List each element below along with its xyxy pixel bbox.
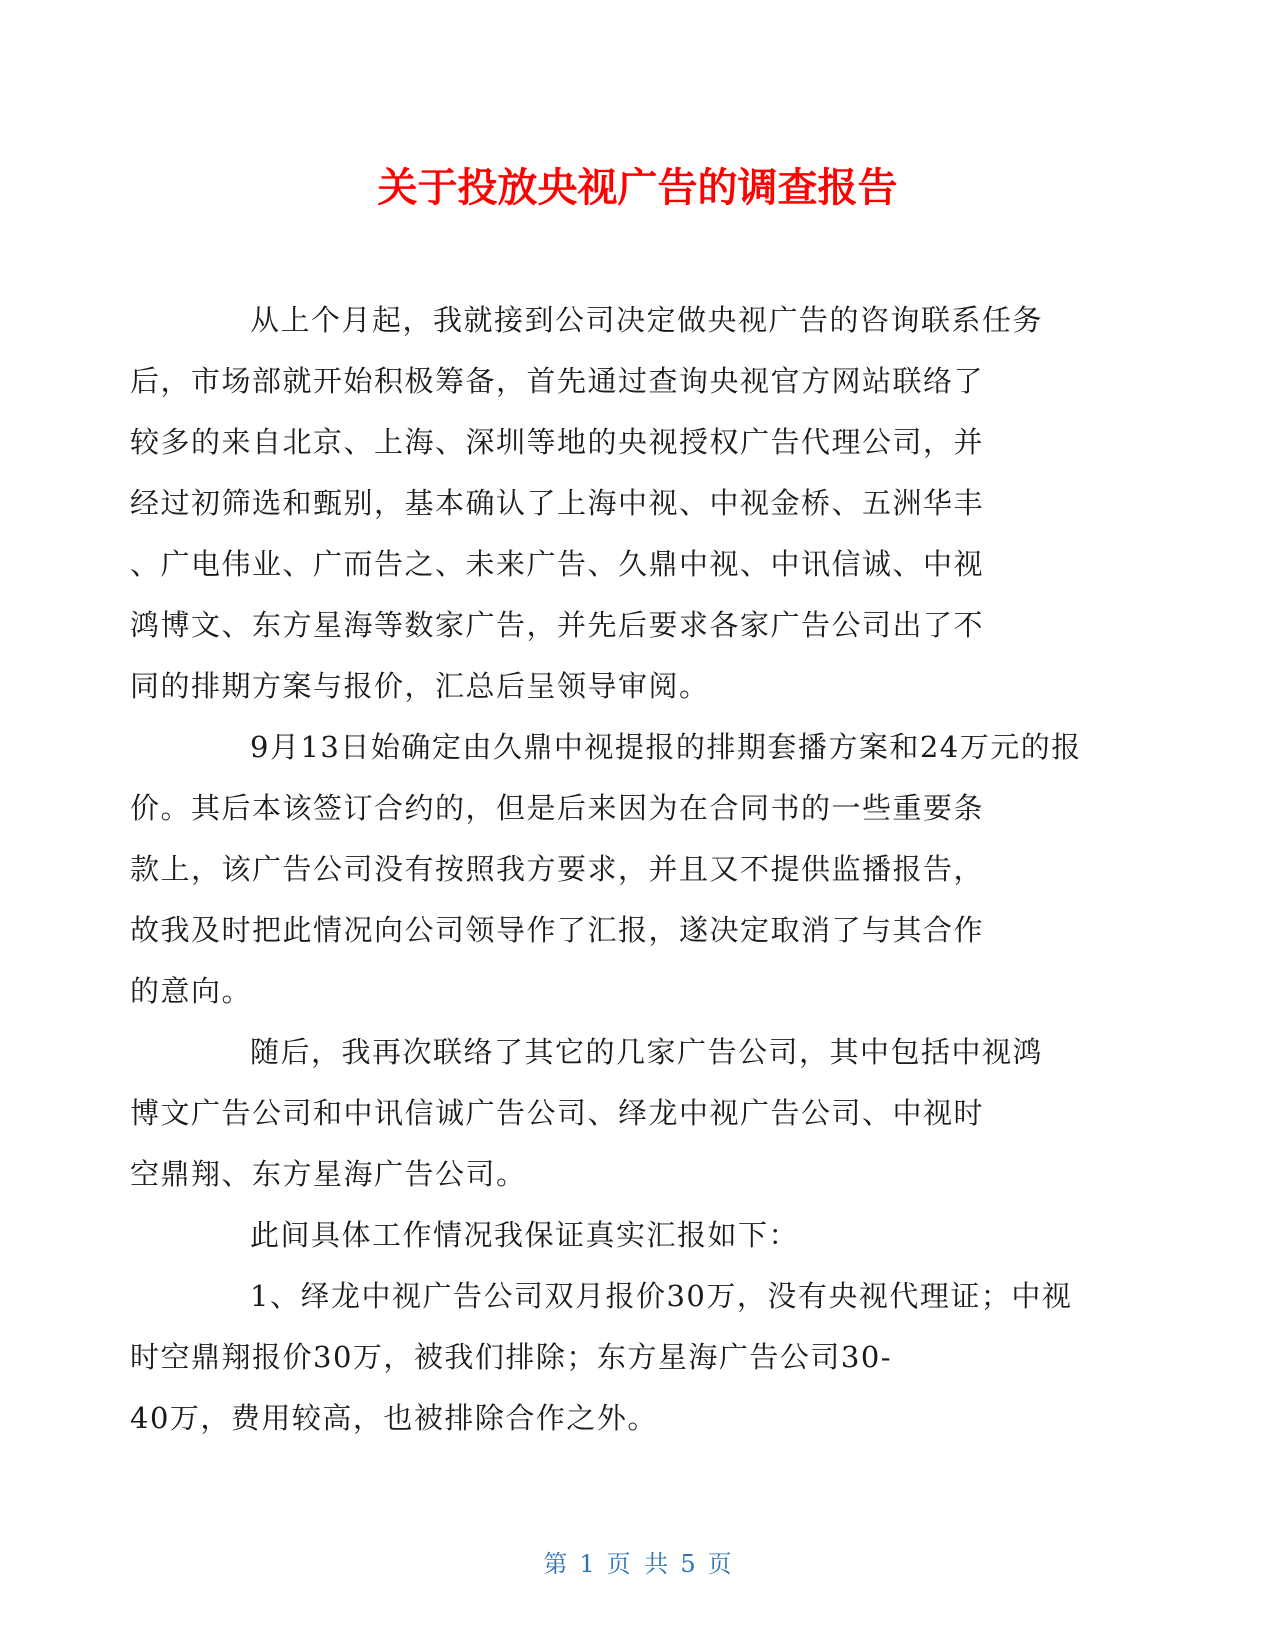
page-footer — [0, 1548, 1275, 1580]
text-line: 时空鼎翔报价30万，被我们排除；东方星海广告公司30- — [130, 1340, 893, 1374]
paragraph-3 — [130, 1022, 1090, 1205]
footer-prefix: 第 — [543, 1550, 568, 1578]
text-line: 的意向。 — [130, 974, 253, 1008]
text-line: 故我及时把此情况向公司领导作了汇报，遂决定取消了与其合作 — [130, 913, 985, 947]
paragraph-4 — [190, 1205, 1090, 1266]
text-line: 1、绎龙中视广告公司双月报价30万，没有央视代理证；中视 — [250, 1279, 1073, 1313]
paragraph-5 — [130, 1266, 1090, 1449]
footer-current-page: 1 — [579, 1550, 595, 1578]
text-line: 经过初筛选和甄别，基本确认了上海中视、中视金桥、五洲华丰 — [130, 486, 985, 520]
paragraph-1 — [130, 290, 1090, 717]
text-line: 随后，我再次联络了其它的几家广告公司，其中包括中视鸿 — [250, 1035, 1044, 1069]
footer-middle: 页 共 — [606, 1550, 669, 1578]
footer-total-pages: 5 — [680, 1550, 696, 1578]
document-title: 关于投放央视广告的调查报告 — [377, 165, 898, 211]
text-line: 鸿博文、东方星海等数家广告，并先后要求各家广告公司出了不 — [130, 608, 985, 642]
text-line: 空鼎翔、东方星海广告公司。 — [130, 1157, 527, 1191]
text-line: 40万，费用较高，也被排除合作之外。 — [130, 1401, 658, 1435]
text-line: 、广电伟业、广而告之、未来广告、久鼎中视、中讯信诚、中视 — [130, 547, 985, 581]
footer-suffix: 页 — [707, 1550, 732, 1578]
text-line: 9月13日始确定由久鼎中视提报的排期套播方案和24万元的报 — [250, 730, 1082, 764]
text-line: 款上，该广告公司没有按照我方要求，并且又不提供监播报告， — [130, 852, 985, 886]
text-line: 此间具体工作情况我保证真实汇报如下： — [250, 1218, 800, 1252]
text-line: 价。其后本该签订合约的，但是后来因为在合同书的一些重要条 — [130, 791, 985, 825]
text-line: 后，市场部就开始积极筹备，首先通过查询央视官方网站联络了 — [130, 364, 985, 398]
text-line: 较多的来自北京、上海、深圳等地的央视授权广告代理公司，并 — [130, 425, 985, 459]
text-line: 从上个月起，我就接到公司决定做央视广告的咨询联系任务 — [250, 303, 1044, 337]
document-body — [130, 290, 1090, 1449]
text-line: 博文广告公司和中讯信诚广告公司、绎龙中视广告公司、中视时 — [130, 1096, 985, 1130]
paragraph-2 — [130, 717, 1090, 1022]
text-line: 同的排期方案与报价，汇总后呈领导审阅。 — [130, 669, 710, 703]
